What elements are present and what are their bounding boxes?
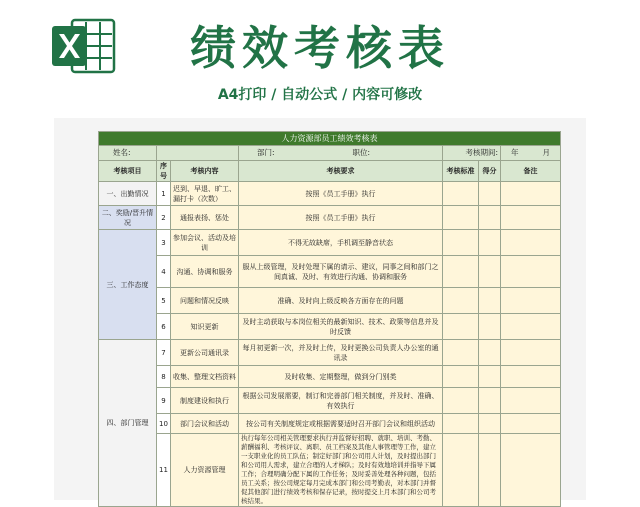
excel-icon [50,16,116,76]
score-cell[interactable] [479,340,501,366]
table-row [99,366,561,388]
standard-cell[interactable] [443,230,479,256]
table-row [99,388,561,414]
score-cell[interactable] [479,414,501,434]
remark-cell[interactable] [501,182,561,206]
row-requirement: 按公司有关制度规定或根据需要适时召开部门会议和组织活动 [239,414,443,434]
score-cell[interactable] [479,230,501,256]
header-remark: 备注 [501,161,561,182]
row-content: 更新公司通讯录 [171,340,239,366]
table-row [99,256,561,288]
header-standard: 考核标准 [443,161,479,182]
header-row [99,161,561,182]
row-content: 沟通、协调和服务 [171,256,239,288]
category-attendance: 一、出勤情况 [99,182,157,206]
remark-cell[interactable] [501,340,561,366]
remark-cell[interactable] [501,366,561,388]
dept-position-cell[interactable] [239,146,443,161]
remark-cell[interactable] [501,414,561,434]
table-row [99,182,561,206]
header-no: 序号 [157,161,171,182]
remark-cell[interactable] [501,288,561,314]
row-content: 制度建设和执行 [171,388,239,414]
score-cell[interactable] [479,182,501,206]
row-no: 5 [157,288,171,314]
row-requirement: 按照《员工手册》执行 [239,206,443,230]
score-cell[interactable] [479,388,501,414]
score-cell[interactable] [479,256,501,288]
row-no: 6 [157,314,171,340]
row-requirement: 服从上级管理，及时处理下属的请示、建议，同事之间和部门之间真诚、及时、有效进行沟通、协调和服务 [239,256,443,288]
standard-cell[interactable] [443,366,479,388]
row-requirement: 准确、及时向上级反映各方面存在的问题 [239,288,443,314]
row-no: 2 [157,206,171,230]
name-value[interactable] [157,146,239,161]
standard-cell[interactable] [443,182,479,206]
evaluation-table [98,131,561,507]
standard-cell[interactable] [443,414,479,434]
row-no: 1 [157,182,171,206]
row-content: 部门会议和活动 [171,414,239,434]
standard-cell[interactable] [443,434,479,507]
row-content: 人力资源管理 [171,434,239,507]
standard-cell[interactable] [443,388,479,414]
row-content: 问题和情况反映 [171,288,239,314]
category-attitude: 三、工作态度 [99,230,157,340]
table-row [99,414,561,434]
row-no: 4 [157,256,171,288]
standard-cell[interactable] [443,314,479,340]
table-row [99,340,561,366]
page-title: 绩效考核表 [190,21,450,75]
row-content: 收集、整理文档资料 [171,366,239,388]
remark-cell[interactable] [501,206,561,230]
header-score: 得分 [479,161,501,182]
remark-cell[interactable] [501,388,561,414]
sheet-title: 人力资源部员工绩效考核表 [99,132,561,146]
row-requirement: 按照《员工手册》执行 [239,182,443,206]
category-reward: 二、奖励/晋升情况 [99,206,157,230]
score-cell[interactable] [479,366,501,388]
table-row [99,288,561,314]
row-no: 10 [157,414,171,434]
row-no: 7 [157,340,171,366]
page-subtitle: A4打印 / 自动公式 / 内容可修改 [217,87,423,103]
table-row [99,206,561,230]
row-no: 8 [157,366,171,388]
year-label: 年 [511,148,519,157]
standard-cell[interactable] [443,256,479,288]
remark-cell[interactable] [501,314,561,340]
row-content: 迟到、早退、旷工、漏打卡（次数） [171,182,239,206]
remark-cell[interactable] [501,434,561,507]
row-no: 11 [157,434,171,507]
hero-banner [0,0,640,118]
name-label: 姓名: [99,146,157,161]
row-content: 通报表扬、惩处 [171,206,239,230]
score-cell[interactable] [479,434,501,507]
remark-cell[interactable] [501,256,561,288]
row-requirement: 及时主动获取与本岗位相关的最新知识、技术、政策等信息并及时反馈 [239,314,443,340]
standard-cell[interactable] [443,206,479,230]
row-requirement: 及时收集、定期整理，做到分门别类 [239,366,443,388]
period-value[interactable] [501,146,561,161]
period-label: 考核期间: [443,146,501,161]
category-management: 四、部门管理 [99,340,157,507]
row-requirement: 执行每年公司相关管理要求执行并监督好招聘、就职、培训、考勤、薪酬福利、考核评议、离职、员工档案及其他人事管理等工作，建立一支职业化的员工队伍；制定好部门和公司用人计划，及时提出部门和公司用人需求，建立合理的人才梯队；及时有效地培训并指导下属工作；合理明确分配下属的工作任务；及时妥善处理各种问题，包括员工关系；按公司规定每月完成本部门和公司考勤表，对本部门并督促其他部门进行绩效考核和保存记录，按时提交上月本部门和公司考核结果。 [239,434,443,507]
row-requirement: 根据公司发展需要，制订和完善部门相关制度，并及时、准确、有效执行 [239,388,443,414]
month-label: 月 [542,148,551,157]
dept-label: 部门: [257,148,275,157]
position-label: 职位: [352,148,371,157]
header-content: 考核内容 [171,161,239,182]
standard-cell[interactable] [443,288,479,314]
header-requirement: 考核要求 [239,161,443,182]
row-content: 知识更新 [171,314,239,340]
info-row [99,146,561,161]
row-requirement: 每月初更新一次，并及时上传，及时更换公司负责人办公室的通讯录 [239,340,443,366]
standard-cell[interactable] [443,340,479,366]
table-row [99,314,561,340]
row-requirement: 不得无故缺席，手机调至静音状态 [239,230,443,256]
row-no: 3 [157,230,171,256]
remark-cell[interactable] [501,230,561,256]
row-no: 9 [157,388,171,414]
table-row [99,230,561,256]
score-cell[interactable] [479,314,501,340]
row-content: 参加会议、活动及培训 [171,230,239,256]
score-cell[interactable] [479,206,501,230]
score-cell[interactable] [479,288,501,314]
header-item: 考核项目 [99,161,157,182]
table-row [99,434,561,507]
